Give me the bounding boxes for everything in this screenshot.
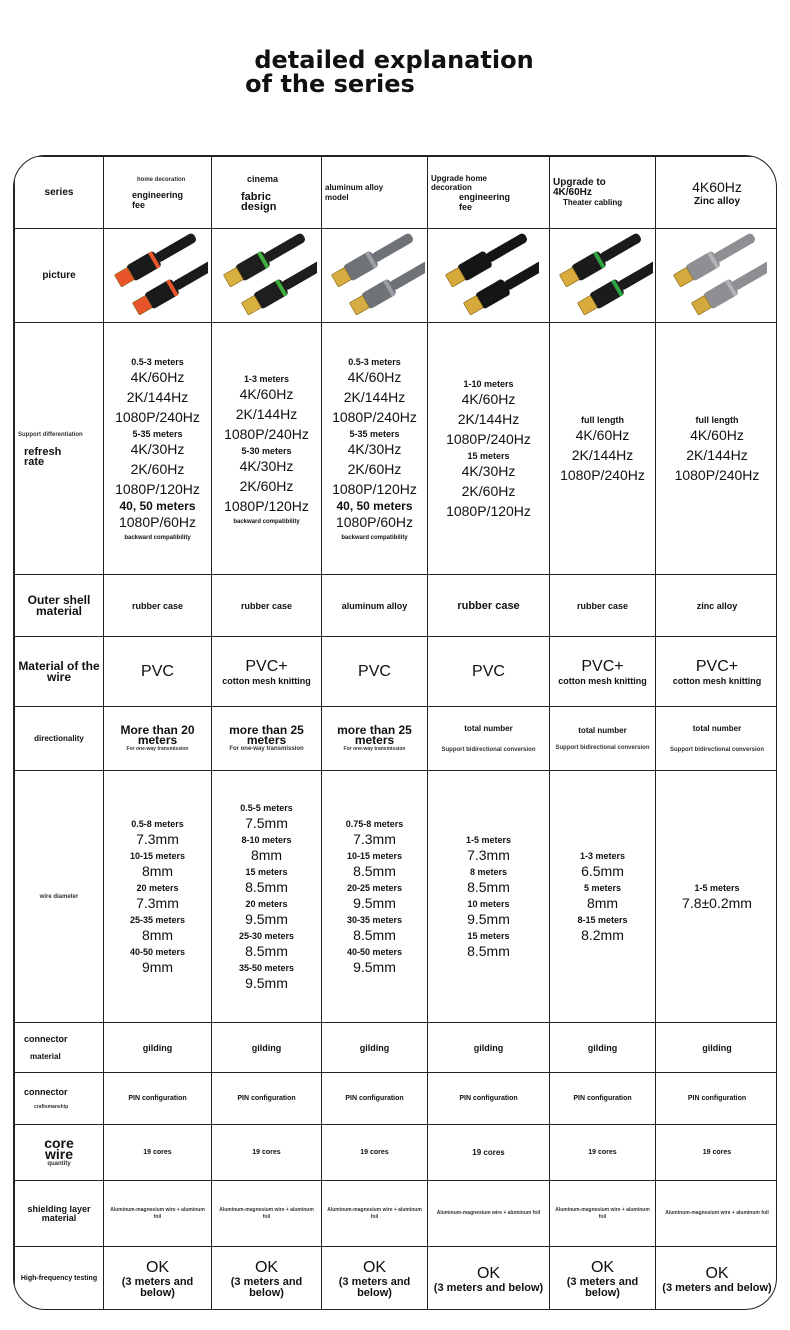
spec-value: 1080P/120Hz	[224, 497, 309, 514]
connector-craft-cell: PIN configuration	[104, 1073, 212, 1125]
row-label-connector-craft-cell	[15, 1073, 104, 1125]
spec-value: 2K/60Hz	[347, 461, 402, 477]
spec-range-label: 0.5-5 meters	[240, 802, 293, 813]
row-picture	[15, 229, 778, 323]
spec-value: 4K/30Hz	[130, 441, 185, 457]
spec-range-label: 5-30 meters	[241, 445, 292, 456]
spec-value: 1080P/240Hz	[446, 430, 531, 447]
series-small: Upgrade home decoration	[431, 173, 488, 192]
direction-sub: Support bidirectional conversion	[669, 746, 764, 753]
wire-sub: cotton mesh knitting	[222, 675, 311, 686]
row-label-refresh: refresh rate	[24, 445, 62, 468]
connector-craft-cell: PIN configuration	[428, 1073, 550, 1125]
spec-range-label: 40, 50 meters	[336, 499, 413, 513]
row-connector-material	[15, 1023, 778, 1073]
spec-range-label: 8-15 meters	[577, 914, 628, 925]
spec-value: 1080P/60Hz	[118, 514, 197, 530]
spec-range-label: 15 meters	[467, 930, 510, 941]
row-label-connector-material-1: connector	[24, 1033, 68, 1044]
hdmi-cable-image	[553, 232, 653, 320]
hdmi-cable-image	[108, 232, 208, 320]
spec-value: 4K/60Hz	[461, 390, 516, 407]
spec-range-label: 1-5 meters	[694, 882, 740, 893]
direction-cell	[212, 707, 322, 771]
spec-range-label: 20 meters	[245, 898, 288, 909]
hdmi-cable-image	[667, 232, 767, 320]
row-label-direction: directionality	[15, 707, 104, 771]
connector-craft-cell: PIN configuration	[322, 1073, 428, 1125]
spec-value: 1080P/120Hz	[332, 481, 417, 497]
spec-value: 9.5mm	[353, 894, 396, 911]
wire-main: PVC+	[245, 657, 288, 675]
picture-cell	[322, 229, 428, 323]
spec-range-label: 40-50 meters	[346, 946, 403, 957]
cores-cell: 19 cores	[212, 1125, 322, 1181]
comparison-table	[13, 155, 777, 1310]
cores-cell: 19 cores	[104, 1125, 212, 1181]
diameter-cell	[656, 771, 778, 1023]
spec-value: 2K/144Hz	[571, 446, 634, 463]
wire-main: PVC+	[581, 657, 624, 675]
diameter-cell	[428, 771, 550, 1023]
spec-value: 8mm	[250, 846, 283, 863]
series-cell	[428, 157, 550, 229]
row-label-refresh-cell	[15, 323, 104, 575]
spec-value: 8mm	[141, 862, 174, 879]
row-label-diameter: wire diameter	[15, 771, 104, 1023]
direction-main: More than 20 meters	[120, 722, 195, 747]
row-label-connector-craft-2: craftsmanship	[34, 1103, 69, 1110]
direction-main: total number	[464, 723, 513, 733]
direction-cell	[656, 707, 778, 771]
direction-cell	[550, 707, 656, 771]
hf-main: OK	[145, 1259, 170, 1276]
series-main: engineering fee	[459, 191, 511, 212]
connector-material-cell: gilding	[428, 1023, 550, 1073]
connector-material-cell: gilding	[550, 1023, 656, 1073]
row-high-frequency	[15, 1247, 778, 1311]
row-label-connector-material-cell	[15, 1023, 104, 1073]
spec-range-label: 40, 50 meters	[119, 499, 196, 513]
shell-cell: rubber case	[104, 575, 212, 637]
spec-value: 6.5mm	[581, 862, 624, 879]
spec-value: 8mm	[586, 894, 619, 911]
title-line-2: of the series	[245, 70, 415, 98]
direction-main: more than 25 meters	[229, 722, 304, 747]
spec-value: 4K/30Hz	[347, 441, 402, 457]
spec-value: 9mm	[141, 958, 174, 975]
shell-cell: rubber case	[212, 575, 322, 637]
shielding-cell: Aluminum-magnesium wire + aluminum foil	[428, 1181, 550, 1247]
row-label-core-cell	[15, 1125, 104, 1181]
wire-main: PVC	[358, 662, 391, 680]
page-title	[0, 48, 790, 96]
direction-sub: Support bidirectional conversion	[441, 746, 536, 753]
connector-material-cell: gilding	[104, 1023, 212, 1073]
refresh-cell	[322, 323, 428, 575]
hf-main: OK	[590, 1259, 615, 1276]
series-small: Upgrade to 4K/60Hz	[553, 176, 606, 198]
diameter-cell	[550, 771, 656, 1023]
spec-range-label: 15 meters	[245, 866, 288, 877]
hf-cell	[104, 1247, 212, 1311]
hf-sub: (3 meters and below)	[121, 1276, 194, 1299]
spec-value: 1080P/240Hz	[224, 425, 309, 442]
series-cell	[104, 157, 212, 229]
hf-sub: (3 meters and below)	[662, 1281, 772, 1294]
spec-value: 8.2mm	[581, 926, 624, 943]
connector-craft-cell: PIN configuration	[656, 1073, 778, 1125]
refresh-cell	[656, 323, 778, 575]
spec-range-label: 1-10 meters	[463, 378, 514, 389]
hf-sub: (3 meters and below)	[338, 1276, 411, 1299]
row-label-refresh-small: Support differentiation	[18, 431, 83, 438]
refresh-cell	[550, 323, 656, 575]
refresh-cell	[428, 323, 550, 575]
spec-value: 7.3mm	[136, 894, 179, 911]
spec-range-label: 5 meters	[583, 882, 622, 893]
spec-range-label: 25-35 meters	[129, 914, 186, 925]
hf-main: OK	[362, 1259, 387, 1276]
spec-value: 8mm	[141, 926, 174, 943]
direction-sub: For one-way transmission	[126, 745, 189, 752]
row-label-core-1: core wire	[44, 1134, 74, 1162]
row-label-connector-material-2: material	[30, 1051, 61, 1061]
picture-cell	[212, 229, 322, 323]
hf-cell	[212, 1247, 322, 1311]
hf-sub: (3 meters and below)	[566, 1276, 639, 1299]
spec-range-label: 20 meters	[136, 882, 179, 893]
spec-range-label: full length	[581, 414, 624, 425]
hf-main: OK	[254, 1259, 279, 1276]
connector-material-cell: gilding	[212, 1023, 322, 1073]
row-label-picture: picture	[15, 229, 104, 323]
direction-cell	[428, 707, 550, 771]
spec-value: 1080P/60Hz	[335, 514, 414, 530]
spec-range-label: 10-15 meters	[129, 850, 186, 861]
row-label-series: series	[15, 157, 104, 229]
spec-value: 2K/60Hz	[239, 477, 294, 494]
spec-range-label: full length	[695, 414, 739, 425]
spec-value: 4K/60Hz	[347, 369, 402, 385]
spec-range-label: 0.5-3 meters	[348, 357, 401, 367]
cores-cell: 19 cores	[656, 1125, 778, 1181]
spec-range-label: 0.5-8 meters	[131, 818, 184, 829]
spec-value: 1080P/240Hz	[560, 466, 645, 483]
row-label-shielding: shielding layer material	[15, 1181, 104, 1247]
series-main: Theater cabling	[563, 197, 623, 207]
connector-material-cell: gilding	[322, 1023, 428, 1073]
spec-value: 4K/30Hz	[461, 462, 516, 479]
series-main: Zinc alloy	[693, 196, 741, 207]
series-cell	[212, 157, 322, 229]
row-direction	[15, 707, 778, 771]
spec-value: 7.3mm	[467, 846, 510, 863]
wire-cell	[656, 637, 778, 707]
hf-sub: (3 meters and below)	[433, 1281, 544, 1294]
shielding-cell: Aluminum-magnesium wire + aluminum foil	[322, 1181, 428, 1247]
spec-value: 8.5mm	[353, 926, 396, 943]
spec-value: 1080P/240Hz	[332, 409, 417, 425]
wire-cell	[212, 637, 322, 707]
direction-main: total number	[578, 725, 627, 735]
series-small: 4K60Hz	[692, 179, 742, 195]
spec-range-label: 20-25 meters	[346, 882, 403, 893]
diameter-cell	[104, 771, 212, 1023]
hdmi-cable-image	[217, 232, 317, 320]
spec-value: 2K/60Hz	[130, 461, 185, 477]
connector-craft-cell: PIN configuration	[212, 1073, 322, 1125]
spec-range-label: backward compatibility	[341, 535, 408, 541]
spec-value: 9.5mm	[467, 910, 510, 927]
direction-cell	[104, 707, 212, 771]
row-core-wire	[15, 1125, 778, 1181]
hf-main: OK	[476, 1264, 501, 1282]
row-label-shell: Outer shell material	[15, 575, 104, 637]
spec-range-label: 5-35 meters	[132, 429, 183, 439]
spec-range-label: 0.75-8 meters	[345, 818, 404, 829]
spec-range-label: 35-50 meters	[238, 962, 295, 973]
direction-main: more than 25 meters	[337, 722, 412, 747]
shielding-cell: Aluminum-magnesium wire + aluminum foil	[104, 1181, 212, 1247]
wire-cell	[322, 637, 428, 707]
direction-cell	[322, 707, 428, 771]
spec-range-label: 10 meters	[467, 898, 510, 909]
spec-value: 2K/144Hz	[235, 405, 298, 422]
row-label-hf: High-frequency testing	[15, 1247, 104, 1311]
diameter-cell	[212, 771, 322, 1023]
spec-value: 9.5mm	[353, 958, 396, 975]
spec-range-label: 1-3 meters	[243, 373, 290, 384]
hdmi-cable-image	[439, 232, 539, 320]
shell-cell: aluminum alloy	[322, 575, 428, 637]
spec-range-label: 40-50 meters	[129, 946, 186, 957]
wire-main: PVC	[472, 662, 505, 680]
spec-range-label: 0.5-3 meters	[131, 357, 184, 367]
picture-cell	[550, 229, 656, 323]
wire-main: PVC+	[695, 657, 739, 675]
spec-value: 8.5mm	[245, 942, 288, 959]
spec-range-label: 1-3 meters	[579, 850, 626, 861]
picture-cell	[104, 229, 212, 323]
spec-value: 2K/144Hz	[457, 410, 520, 427]
spec-value: 2K/60Hz	[461, 482, 516, 499]
hf-main: OK	[705, 1264, 729, 1282]
spec-value: 2K/144Hz	[343, 389, 406, 405]
spec-range-label: 10-15 meters	[346, 850, 403, 861]
title-line-1: detailed explanation	[254, 46, 534, 74]
spec-value: 8.5mm	[467, 942, 510, 959]
series-main: engineering fee	[132, 189, 184, 210]
cores-cell: 19 cores	[428, 1125, 550, 1181]
row-label-wire: Material of the wire	[15, 637, 104, 707]
spec-value: 1080P/240Hz	[674, 466, 760, 483]
hf-cell	[550, 1247, 656, 1311]
spec-value: 4K/60Hz	[239, 385, 294, 402]
spec-range-label: 15 meters	[467, 450, 510, 461]
spec-value: 7.3mm	[136, 830, 179, 847]
series-cell	[550, 157, 656, 229]
spec-value: 1080P/120Hz	[446, 502, 531, 519]
spec-value: 9.5mm	[245, 974, 288, 991]
cores-cell: 19 cores	[322, 1125, 428, 1181]
row-shell	[15, 575, 778, 637]
spec-value: 4K/30Hz	[239, 457, 294, 474]
spec-value: 4K/60Hz	[575, 426, 630, 443]
series-cell	[656, 157, 778, 229]
diameter-cell	[322, 771, 428, 1023]
spec-value: 2K/144Hz	[686, 446, 748, 463]
spec-value: 1080P/240Hz	[115, 409, 200, 425]
spec-value: 7.5mm	[245, 814, 288, 831]
spec-value: 8.5mm	[467, 878, 510, 895]
spec-range-label: 8 meters	[469, 866, 508, 877]
shielding-cell: Aluminum-magnesium wire + aluminum foil	[212, 1181, 322, 1247]
picture-cell	[656, 229, 778, 323]
row-label-connector-craft-1: connector	[24, 1086, 68, 1097]
shielding-cell: Aluminum-magnesium wire + aluminum foil	[656, 1181, 778, 1247]
series-main: fabric design	[241, 190, 277, 213]
spec-value: 7.3mm	[353, 830, 396, 847]
hdmi-cable-image	[325, 232, 425, 320]
picture-cell	[428, 229, 550, 323]
hf-cell	[656, 1247, 778, 1311]
shielding-cell: Aluminum-magnesium wire + aluminum foil	[550, 1181, 656, 1247]
spec-value: 4K/60Hz	[130, 369, 185, 385]
spec-value: 8.5mm	[245, 878, 288, 895]
row-shielding	[15, 1181, 778, 1247]
shell-cell: rubber case	[550, 575, 656, 637]
cores-cell: 19 cores	[550, 1125, 656, 1181]
shell-cell: rubber case	[428, 575, 550, 637]
spec-value: 9.5mm	[245, 910, 288, 927]
refresh-cell	[104, 323, 212, 575]
wire-cell	[104, 637, 212, 707]
spec-range-label: 8-10 meters	[241, 834, 292, 845]
series-small: aluminum alloy model	[325, 182, 384, 202]
direction-main: total number	[692, 723, 742, 733]
spec-value: 8.5mm	[353, 862, 396, 879]
spec-range-label: backward compatibility	[233, 518, 300, 525]
direction-sub: For one-way transmission	[343, 745, 406, 752]
connector-material-cell: gilding	[656, 1023, 778, 1073]
row-refresh	[15, 323, 778, 575]
spec-range-label: 30-35 meters	[346, 914, 403, 925]
wire-cell	[428, 637, 550, 707]
series-small: cinema	[247, 173, 279, 184]
row-label-core-2: quantity	[47, 1160, 71, 1167]
wire-sub: cotton mesh knitting	[558, 675, 647, 686]
hf-sub: (3 meters and below)	[230, 1276, 303, 1299]
spec-range-label: 25-30 meters	[238, 930, 295, 941]
wire-main: PVC	[141, 662, 174, 680]
series-small: home decoration	[137, 176, 186, 183]
spec-value: 7.8±0.2mm	[682, 894, 752, 911]
row-series	[15, 157, 778, 229]
spec-range-label: backward compatibility	[124, 535, 191, 541]
spec-value: 1080P/120Hz	[115, 481, 200, 497]
spec-range-label: 1-5 meters	[465, 834, 512, 845]
row-diameter	[15, 771, 778, 1023]
spec-value: 4K/60Hz	[690, 426, 744, 443]
spec-range-label: 5-35 meters	[349, 429, 400, 439]
hf-cell	[428, 1247, 550, 1311]
wire-sub: cotton mesh knitting	[672, 675, 762, 686]
wire-cell	[550, 637, 656, 707]
refresh-cell	[212, 323, 322, 575]
shell-cell: zinc alloy	[656, 575, 778, 637]
direction-sub: For one-way transmission	[229, 745, 304, 752]
row-connector-craft	[15, 1073, 778, 1125]
connector-craft-cell: PIN configuration	[550, 1073, 656, 1125]
series-cell	[322, 157, 428, 229]
hf-cell	[322, 1247, 428, 1311]
direction-sub: Support bidirectional conversion	[555, 744, 650, 751]
row-wire	[15, 637, 778, 707]
spec-value: 2K/144Hz	[126, 389, 189, 405]
